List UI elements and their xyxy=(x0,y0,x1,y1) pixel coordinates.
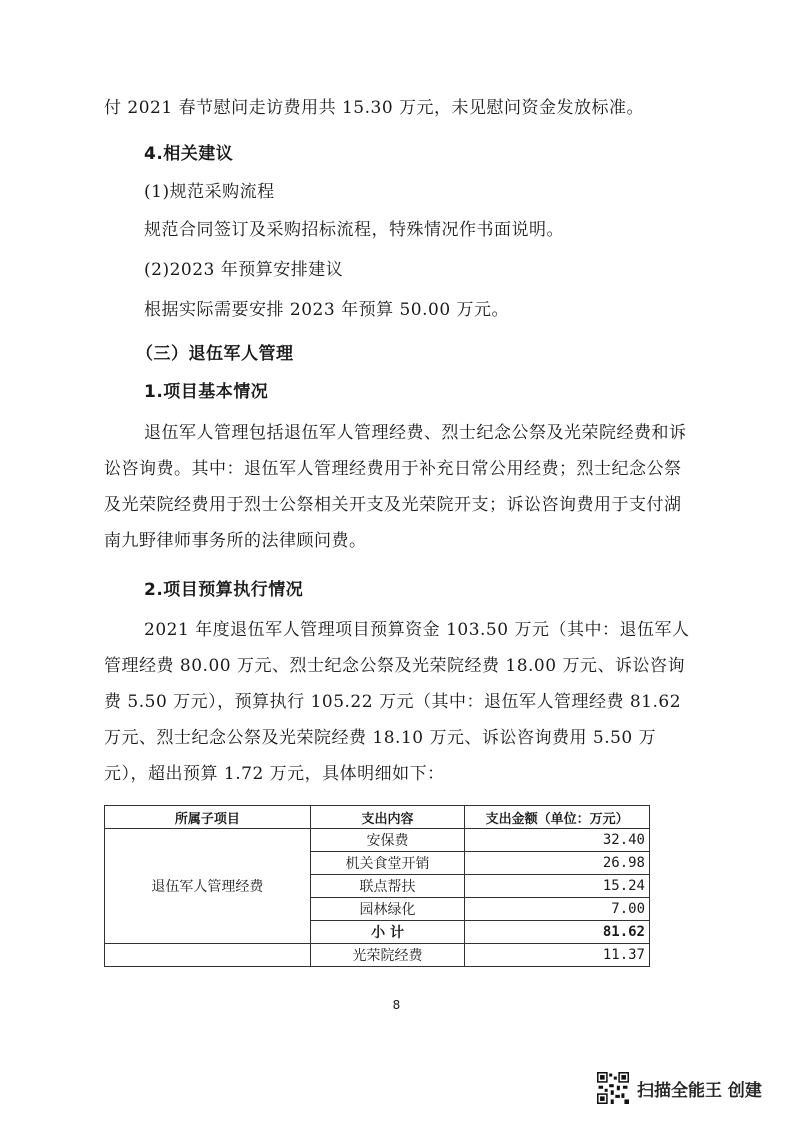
paragraph-procurement: 规范合同签订及采购招标流程，特殊情况作书面说明。 xyxy=(144,220,564,240)
header-content: 支出内容 xyxy=(310,806,465,829)
header-amount: 支出金额（单位：万元） xyxy=(465,806,650,829)
paragraph-continued: 付 2021 春节慰问走访费用共 15.30 万元，未见慰问资金发放标准。 xyxy=(104,98,645,118)
subheading-budget-execution: 2.项目预算执行情况 xyxy=(144,580,304,600)
table-row xyxy=(105,944,650,967)
table-row xyxy=(105,829,650,852)
subheading-procurement: (1)规范采购流程 xyxy=(144,182,275,202)
qr-code-icon xyxy=(597,1072,629,1104)
row-content: 园林绿化 xyxy=(310,898,465,921)
subheading-budget-2023: (2)2023 年预算安排建议 xyxy=(144,260,344,280)
scanner-watermark xyxy=(597,1068,762,1108)
subtotal-amount: 81.62 xyxy=(465,921,650,944)
paragraph-budget-execution: 2021 年度退伍军人管理项目预算资金 103.50 万元（其中：退伍军人管理经费 80.00 万元、烈士纪念公祭及光荣院经费 18.00 万元、诉讼咨询费 5.50 万元），预算执行 105.22 万元（其中：退伍军人管理经费 81.62 万元、烈士纪念公祭及光荣院经费 18.10 万元、诉讼咨询费用 5.50 万元），超出预算 1.72 万元，具体明细如下： xyxy=(104,620,690,784)
group-project-name: 退伍军人管理经费 xyxy=(105,829,311,944)
watermark-text: 扫描全能王 创建 xyxy=(637,1080,762,1101)
row-amount: 15.24 xyxy=(465,875,650,898)
row-content: 机关食堂开销 xyxy=(310,852,465,875)
subheading-project-basics: 1.项目基本情况 xyxy=(144,382,269,402)
section-heading-veterans: （三）退伍军人管理 xyxy=(136,344,294,364)
row-amount: 11.37 xyxy=(465,944,650,967)
paragraph-project-basics: 退伍军人管理包括退伍军人管理经费、烈士纪念公祭及光荣院经费和诉讼咨询费。其中：退伍军人管理经费用于补充日常公用经费；烈士纪念公祭及光荣院经费用于烈士公祭相关开支及光荣院开支；诉讼咨询费用于支付湖南九野律师事务所的法律顾问费。 xyxy=(104,423,687,551)
paragraph-budget-2023: 根据实际需要安排 2023 年预算 50.00 万元。 xyxy=(144,300,510,320)
section-heading-suggestions: 4.相关建议 xyxy=(144,144,234,164)
header-project: 所属子项目 xyxy=(105,806,311,829)
row-content: 安保费 xyxy=(310,829,465,852)
row-project xyxy=(105,944,311,967)
row-amount: 32.40 xyxy=(465,829,650,852)
table-header-row xyxy=(105,806,650,829)
row-amount: 26.98 xyxy=(465,852,650,875)
row-content: 光荣院经费 xyxy=(310,944,465,967)
subtotal-label: 小 计 xyxy=(310,921,465,944)
page-number: 8 xyxy=(392,998,401,1012)
row-content: 联点帮扶 xyxy=(310,875,465,898)
row-amount: 7.00 xyxy=(465,898,650,921)
expense-table xyxy=(104,805,650,967)
